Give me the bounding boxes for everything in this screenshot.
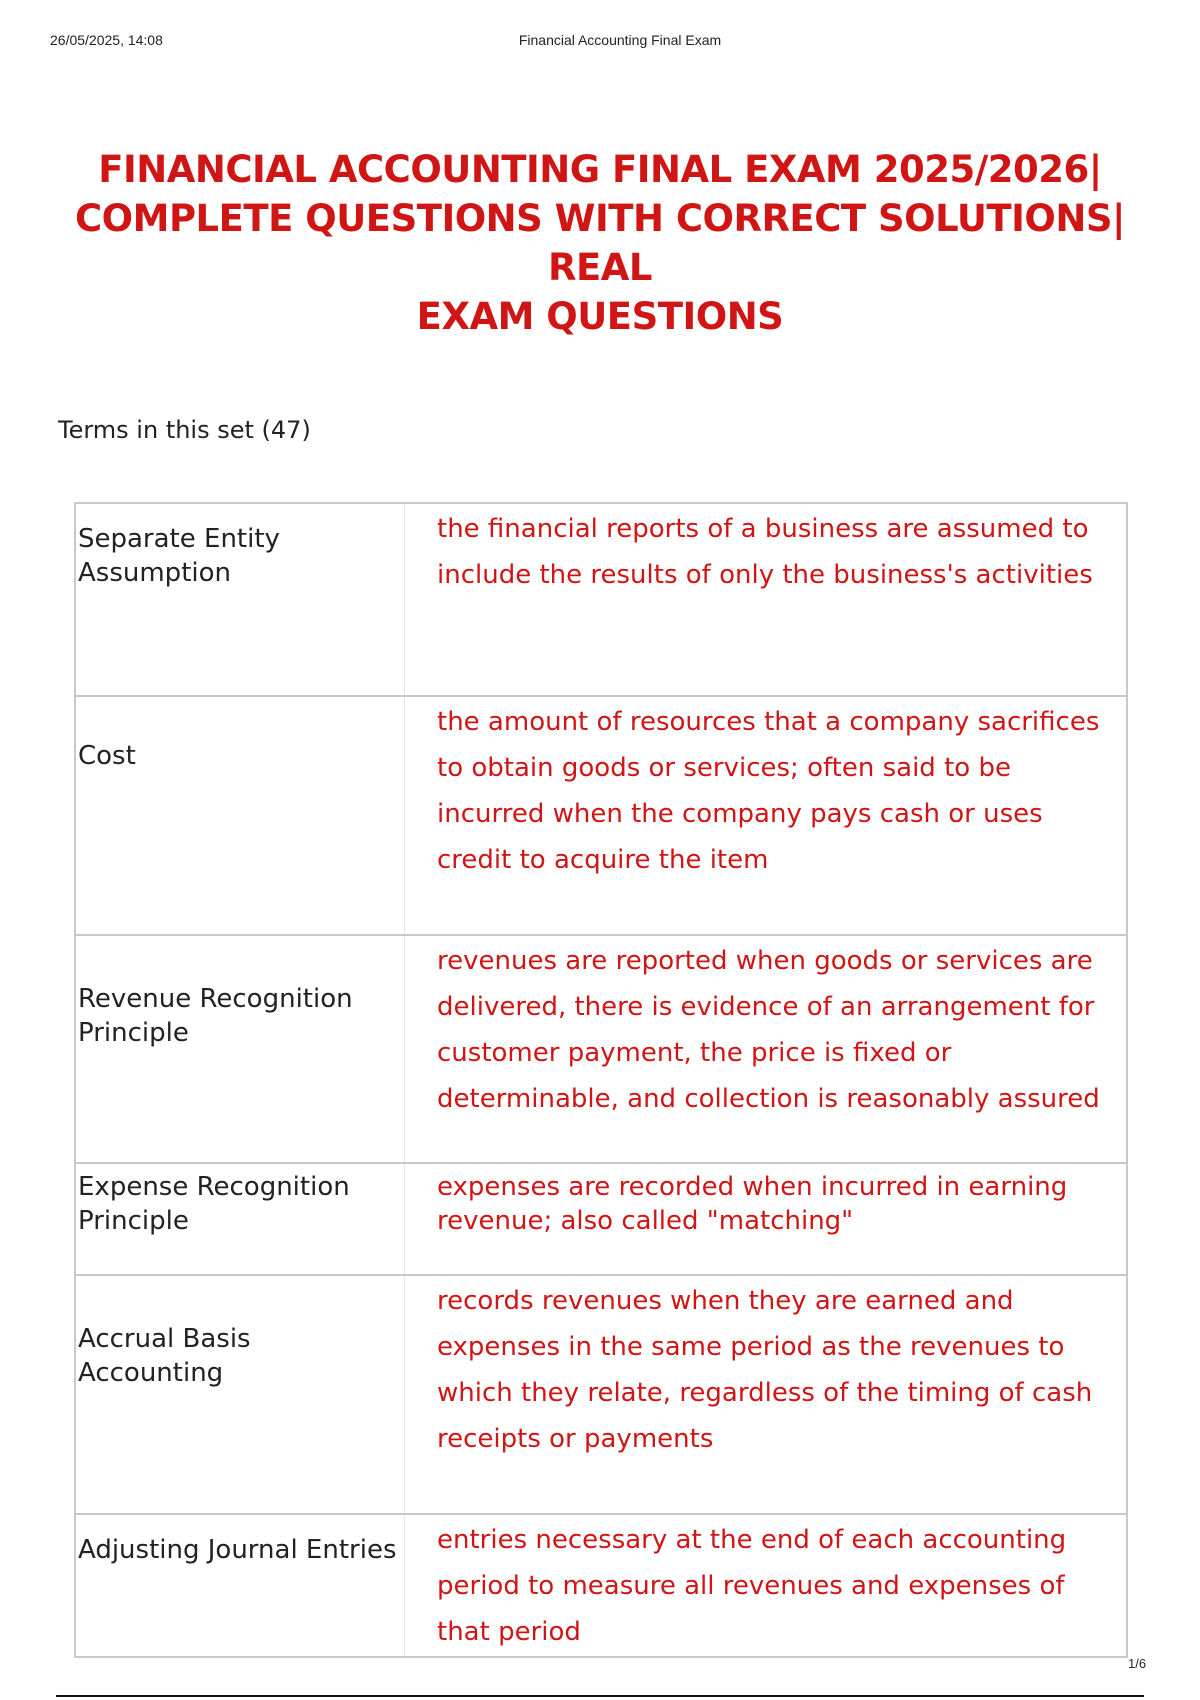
term-text: Revenue Recognition Principle [78, 984, 353, 1048]
term-cell [75, 935, 405, 1163]
page-number: 1/6 [1128, 1656, 1147, 1671]
terms-table [74, 502, 1128, 1658]
print-page-title: Financial Accounting Final Exam [518, 32, 722, 48]
definition-cell [405, 1163, 1128, 1275]
definition-text: the financial reports of a business are assumed to include the results of only the business's activities [437, 514, 1093, 590]
table-row [75, 696, 1127, 935]
definition-text: expenses are recorded when incurred in earning revenue; also called "matching" [437, 1172, 1068, 1236]
bottom-divider [56, 1695, 1144, 1697]
definition-text: entries necessary at the end of each accounting period to measure all revenues and expenses of that period [437, 1525, 1067, 1647]
table-row [75, 1275, 1127, 1514]
definition-text: revenues are reported when goods or services are delivered, there is evidence of an arrangement for customer payment, the price is fixed or determinable, and collection is reasonably assured [437, 946, 1100, 1114]
document-title [40, 145, 1160, 341]
term-cell [75, 503, 405, 696]
term-text: Accrual Basis Accounting [78, 1324, 251, 1388]
print-datetime: 26/05/2025, 14:08 [50, 32, 163, 48]
definition-cell [405, 935, 1128, 1163]
term-text: Cost [78, 741, 136, 771]
table-row [75, 935, 1127, 1163]
table-row [75, 1163, 1127, 1275]
table-row [75, 1514, 1127, 1657]
definition-cell [405, 1275, 1128, 1514]
term-text: Separate Entity Assumption [78, 524, 280, 588]
term-cell [75, 1275, 405, 1514]
definition-cell [405, 696, 1128, 935]
table-row [75, 503, 1127, 696]
title-line: EXAM QUESTIONS [416, 295, 784, 338]
definition-cell [405, 503, 1128, 696]
definition-text: records revenues when they are earned and expenses in the same period as the revenues to which they relate, regardless of the timing of cash receipts or payments [437, 1286, 1093, 1454]
term-cell [75, 1514, 405, 1657]
term-text: Adjusting Journal Entries [78, 1535, 397, 1565]
title-line: COMPLETE QUESTIONS WITH CORRECT SOLUTIONS| REAL [75, 197, 1125, 289]
term-cell [75, 1163, 405, 1275]
term-cell [75, 696, 405, 935]
title-line: FINANCIAL ACCOUNTING FINAL EXAM 2025/2026| [98, 148, 1102, 191]
terms-count: Terms in this set (47) [58, 416, 311, 444]
print-header [0, 32, 1200, 52]
definition-cell [405, 1514, 1128, 1657]
definition-text: the amount of resources that a company sacrifices to obtain goods or services; often said to be incurred when the company pays cash or uses credit to acquire the item [437, 707, 1100, 875]
term-text: Expense Recognition Principle [78, 1172, 350, 1236]
